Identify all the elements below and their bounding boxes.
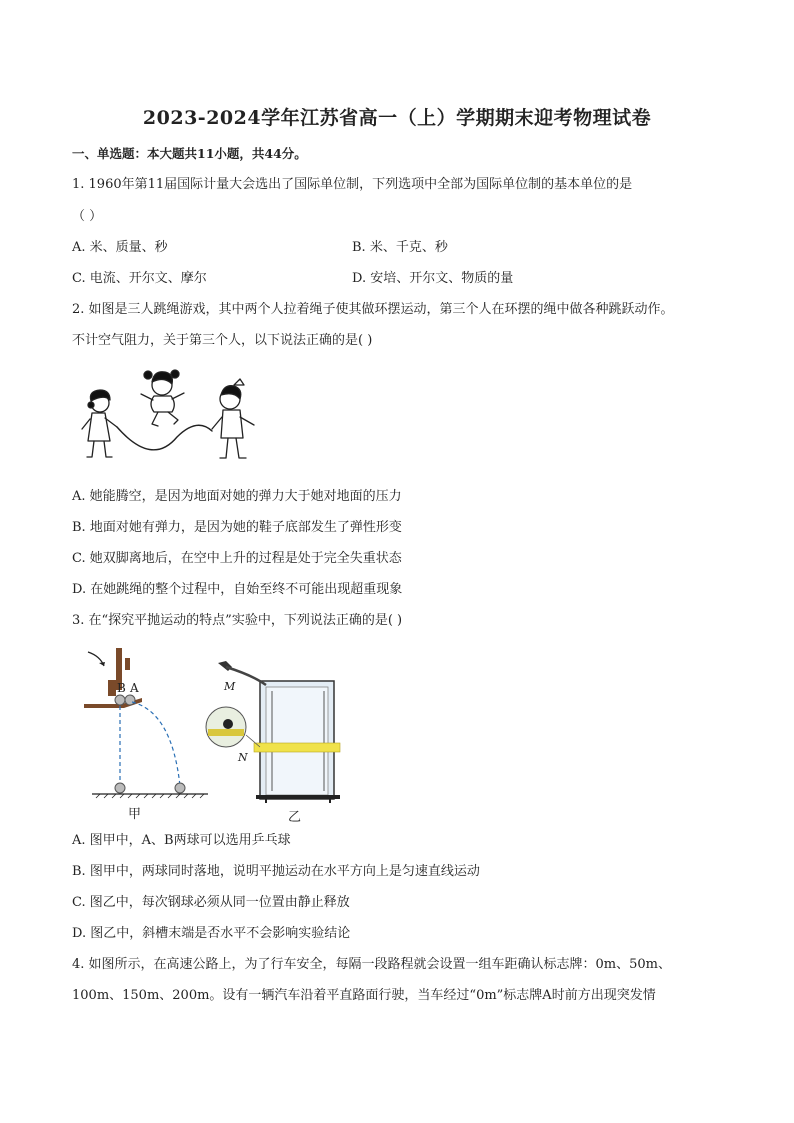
label-n: N — [238, 751, 248, 764]
q1-option-d: D. 安培、开尔文、物质的量 — [352, 271, 514, 286]
q3-option-a: A. 图甲中，A、B两球可以选用乒乓球 — [72, 833, 291, 848]
label-a: A — [130, 681, 139, 695]
q1-option-a: A. 米、质量、秒 — [72, 240, 168, 255]
label-m: M — [224, 680, 236, 693]
q2-option-a: A. 她能腾空，是因为地面对她的弹力大于她对地面的压力 — [72, 489, 402, 504]
figure-yi-apparatus — [200, 655, 350, 825]
q1-stem-line1: 1. 1960年第11届国际计量大会选出了国际单位制，下列选项中全部为国际单位制的基本单位的是 — [72, 177, 633, 192]
page-title: 2023-2024学年江苏省高一（上）学期期末迎考物理试卷 — [142, 107, 652, 129]
label-yi: 乙 — [288, 810, 302, 825]
q2-option-c: C. 她双脚离地后，在空中上升的过程是处于完全失重状态 — [72, 551, 402, 566]
jump-rope-illustration — [72, 365, 272, 471]
q4-stem-line2: 100m、150m、200m。设有一辆汽车沿着平直路面行驶，当车经过“0m”标志牌A时前方出现突发情 — [72, 988, 656, 1003]
label-b: B — [117, 681, 126, 695]
q3-option-d: D. 图乙中，斜槽末端是否水平不会影响实验结论 — [72, 926, 351, 941]
q3-stem-line1: 3. 在“探究平抛运动的特点”实验中，下列说法正确的是( ) — [72, 613, 403, 628]
q1-stem-line2: （ ） — [72, 209, 103, 224]
q2-option-b: B. 地面对她有弹力，是因为她的鞋子底部发生了弹性形变 — [72, 520, 402, 535]
section-heading: 一、单选题：本大题共11小题，共44分。 — [72, 146, 307, 161]
q2-stem-line2: 不计空气阻力，关于第三个人，以下说法正确的是( ) — [72, 333, 373, 348]
q2-stem-line1: 2. 如图是三人跳绳游戏，其中两个人拉着绳子使其做环摆运动，第三个人在环摆的绳中做各种跳跃动作。 — [72, 302, 674, 317]
q3-option-c: C. 图乙中，每次钢球必须从同一位置由静止释放 — [72, 895, 350, 910]
q3-option-b: B. 图甲中，两球同时落地，说明平抛运动在水平方向上是匀速直线运动 — [72, 864, 480, 879]
label-jia: 甲 — [128, 807, 142, 822]
figure-jia-apparatus — [80, 640, 215, 825]
q4-stem-line1: 4. 如图所示，在高速公路上，为了行车安全，每隔一段路程就会设置一组车距确认标志牌：0m、50m、 — [72, 957, 672, 972]
q1-option-b: B. 米、千克、秒 — [352, 240, 448, 255]
q1-option-c: C. 电流、开尔文、摩尔 — [72, 271, 207, 286]
q2-option-d: D. 在她跳绳的整个过程中，自始至终不可能出现超重现象 — [72, 582, 403, 597]
